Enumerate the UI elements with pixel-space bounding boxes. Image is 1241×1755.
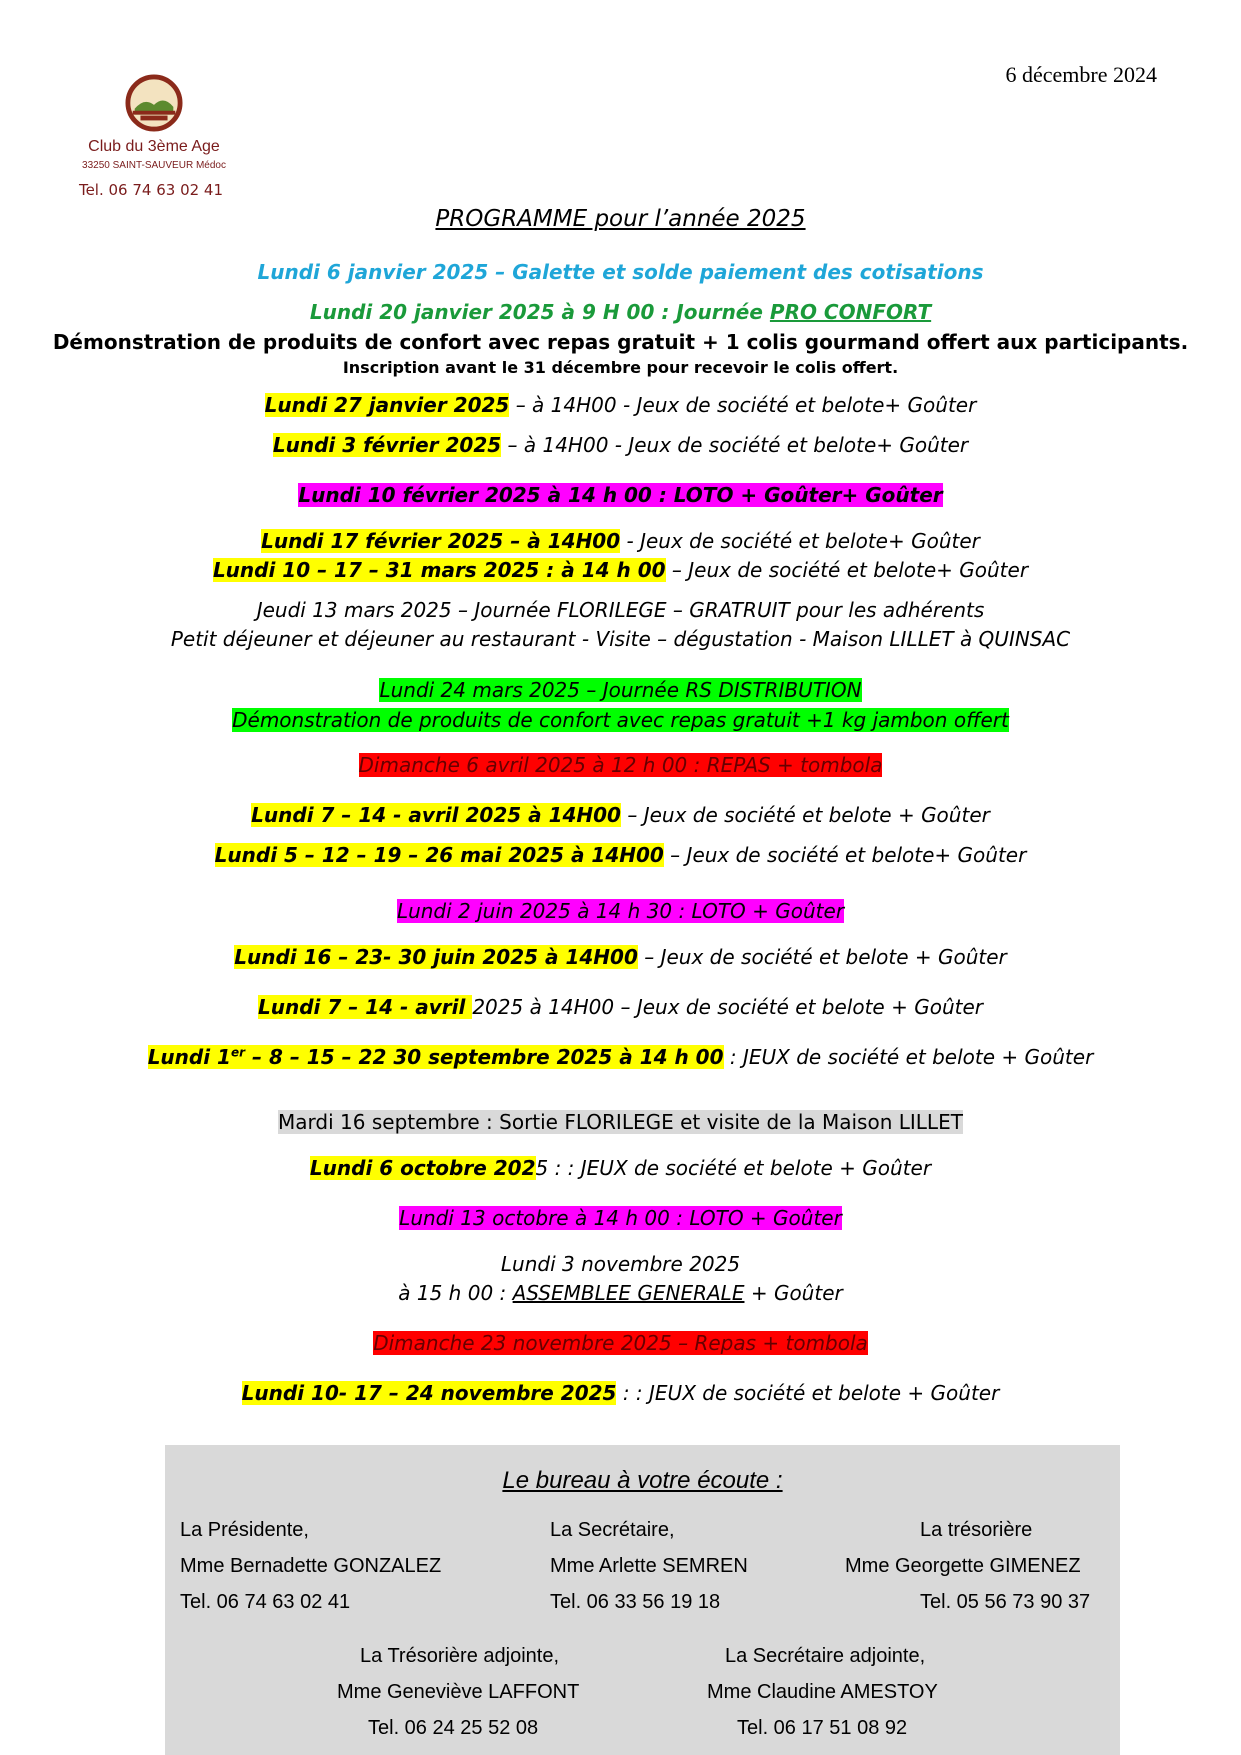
event-sortie-florilege-text: Mardi 16 septembre : Sortie FLORILEGE et visite de la Maison LILLET (278, 1110, 963, 1134)
event-avril-desc: – Jeux de société et belote + Goûter (620, 803, 990, 827)
event-avril-date: Lundi 7 – 14 - avril 2025 à 14H00 (251, 803, 621, 827)
event-rs-distribution (0, 678, 1241, 702)
bureau-heading: Le bureau à votre écoute : (502, 1467, 783, 1494)
event-repas-avril (0, 753, 1241, 777)
event-novembre (0, 1381, 1241, 1405)
club-phone: Tel. 06 74 63 02 41 (78, 181, 224, 199)
member-phone: Tel. 06 24 25 52 08 (368, 1717, 539, 1739)
event-rs-distribution-desc: Démonstration de produits de confort avec repas gratuit +1 kg jambon offert (232, 708, 1009, 732)
member-name: Mme Claudine AMESTOY (707, 1681, 938, 1703)
event-repas-novembre-text: Dimanche 23 novembre 2025 – Repas + tombola (373, 1331, 868, 1355)
event-pro-confort-note: Inscription avant le 31 décembre pour recevoir le colis offert. (342, 358, 899, 377)
event-27-janvier (0, 393, 1241, 417)
event-sortie-florilege (0, 1110, 1241, 1134)
event-repas-avril-text: Dimanche 6 avril 2025 à 12 h 00 : REPAS + tombola (358, 753, 883, 777)
member-phone: Tel. 06 33 56 19 18 (550, 1591, 721, 1613)
event-galette: Lundi 6 janvier 2025 – Galette et solde paiement des cotisations (257, 260, 984, 284)
event-ag-name: ASSEMBLEE GENERALE (512, 1281, 745, 1305)
event-avril-repeat-date: Lundi 7 – 14 - avril (258, 995, 473, 1019)
event-avril-repeat (0, 995, 1241, 1019)
member-name: Mme Georgette GIMENEZ (845, 1555, 1081, 1577)
event-florilege-mars: Jeudi 13 mars 2025 – Journée FLORILEGE – GRATRUIT pour les adhérents (256, 598, 985, 622)
event-loto-10-fevrier-text: Lundi 10 février 2025 à 14 h 00 : LOTO + Goûter+ Goûter (298, 483, 943, 507)
event-3-fevrier (0, 433, 1241, 457)
event-loto-juin-text: Lundi 2 juin 2025 à 14 h 30 : LOTO + Goûter (396, 899, 845, 923)
event-avril-repeat-desc: 2025 à 14H00 – Jeux de société et belote + Goûter (472, 995, 983, 1019)
event-septembre-sup: er (230, 1045, 246, 1060)
event-mars-date: Lundi 10 – 17 – 31 mars 2025 : à 14 h 00 (212, 558, 666, 582)
event-septembre-day: Lundi 1 (147, 1045, 231, 1069)
event-octobre-desc: 5 : : JEUX de société et belote + Goûter (535, 1156, 932, 1180)
club-address: 33250 SAINT-SAUVEUR Médoc (82, 160, 226, 171)
member-phone: Tel. 05 56 73 90 37 (920, 1591, 1091, 1613)
event-juin-desc: – Jeux de société et belote + Goûter (637, 945, 1007, 969)
member-role: La Secrétaire, (550, 1519, 675, 1541)
event-pro-confort-desc: Démonstration de produits de confort avec repas gratuit + 1 colis gourmand offert aux participants. (52, 330, 1189, 354)
event-septembre-rest: – 8 – 15 – 22 30 septembre 2025 à 14 h 00 (245, 1045, 724, 1069)
member-role: La Présidente, (180, 1519, 309, 1541)
event-mai-date: Lundi 5 – 12 – 19 – 26 mai 2025 à 14H00 (214, 843, 664, 867)
event-loto-octobre (0, 1206, 1241, 1230)
event-loto-10-fevrier (0, 483, 1241, 507)
event-ag-time: à 15 h 00 : (398, 1281, 513, 1305)
event-repas-novembre (0, 1331, 1241, 1355)
event-3-fevrier-date: Lundi 3 février 2025 (272, 433, 502, 457)
event-octobre (0, 1156, 1241, 1180)
event-mars-desc: – Jeux de société et belote+ Goûter (665, 558, 1029, 582)
event-17-fevrier-date: Lundi 17 février 2025 – à 14H00 (261, 529, 621, 553)
event-florilege-mars-desc: Petit déjeuner et déjeuner au restaurant - Visite – dégustation - Maison LILLET à QUINSAC (170, 627, 1071, 651)
event-juin (0, 945, 1241, 969)
member-name: Mme Geneviève LAFFONT (337, 1681, 580, 1703)
event-septembre-desc: : JEUX de société et belote + Goûter (723, 1045, 1094, 1069)
event-juin-date: Lundi 16 – 23- 30 juin 2025 à 14H00 (234, 945, 638, 969)
event-3-fevrier-desc: – à 14H00 - Jeux de société et belote+ Goûter (501, 433, 969, 457)
event-pro-confort-date: Lundi 20 janvier 2025 à 9 H 00 : Journée (309, 300, 770, 324)
event-27-janvier-desc: – à 14H00 - Jeux de société et belote+ Goûter (509, 393, 977, 417)
event-mai (0, 843, 1241, 867)
event-rs-distribution-title: Lundi 24 mars 2025 – Journée RS DISTRIBUTION (379, 678, 862, 702)
event-avril (0, 803, 1241, 827)
club-name: Club du 3ème Age (88, 138, 220, 155)
member-role: La Secrétaire adjointe, (725, 1645, 926, 1667)
event-pro-confort (0, 300, 1241, 324)
event-17-fevrier-desc: - Jeux de société et belote+ Goûter (620, 529, 980, 553)
event-loto-juin (0, 899, 1241, 923)
member-name: Mme Arlette SEMREN (550, 1555, 748, 1577)
page-title: PROGRAMME pour l’année 2025 (435, 206, 806, 232)
event-loto-octobre-text: Lundi 13 octobre à 14 h 00 : LOTO + Goûter (399, 1206, 842, 1230)
event-mai-desc: – Jeux de société et belote+ Goûter (663, 843, 1027, 867)
member-phone: Tel. 06 17 51 08 92 (737, 1717, 908, 1739)
member-role: La trésorière (920, 1519, 1033, 1541)
document-date: 6 décembre 2024 (1005, 62, 1157, 87)
bureau-panel (165, 1445, 1120, 1755)
event-pro-confort-name: PRO CONFORT (769, 300, 932, 324)
event-rs-distribution-desc-line (0, 708, 1241, 732)
event-mars (0, 558, 1241, 582)
event-septembre-date (148, 1045, 724, 1069)
event-octobre-date: Lundi 6 octobre 202 (309, 1156, 536, 1180)
event-17-fevrier (0, 529, 1241, 553)
event-novembre-date: Lundi 10- 17 – 24 novembre 2025 (241, 1381, 617, 1405)
club-emblem-icon (125, 74, 183, 132)
event-ag (0, 1281, 1241, 1305)
event-novembre-desc: : : JEUX de société et belote + Goûter (616, 1381, 1000, 1405)
event-ag-extra: + Goûter (744, 1281, 843, 1305)
member-name: Mme Bernadette GONZALEZ (180, 1555, 442, 1577)
event-ag-date: Lundi 3 novembre 2025 (500, 1252, 741, 1276)
event-septembre (0, 1045, 1241, 1069)
member-role: La Trésorière adjointe, (360, 1645, 560, 1667)
event-27-janvier-date: Lundi 27 janvier 2025 (264, 393, 510, 417)
member-phone: Tel. 06 74 63 02 41 (180, 1591, 351, 1613)
club-logo-block (54, 74, 254, 199)
